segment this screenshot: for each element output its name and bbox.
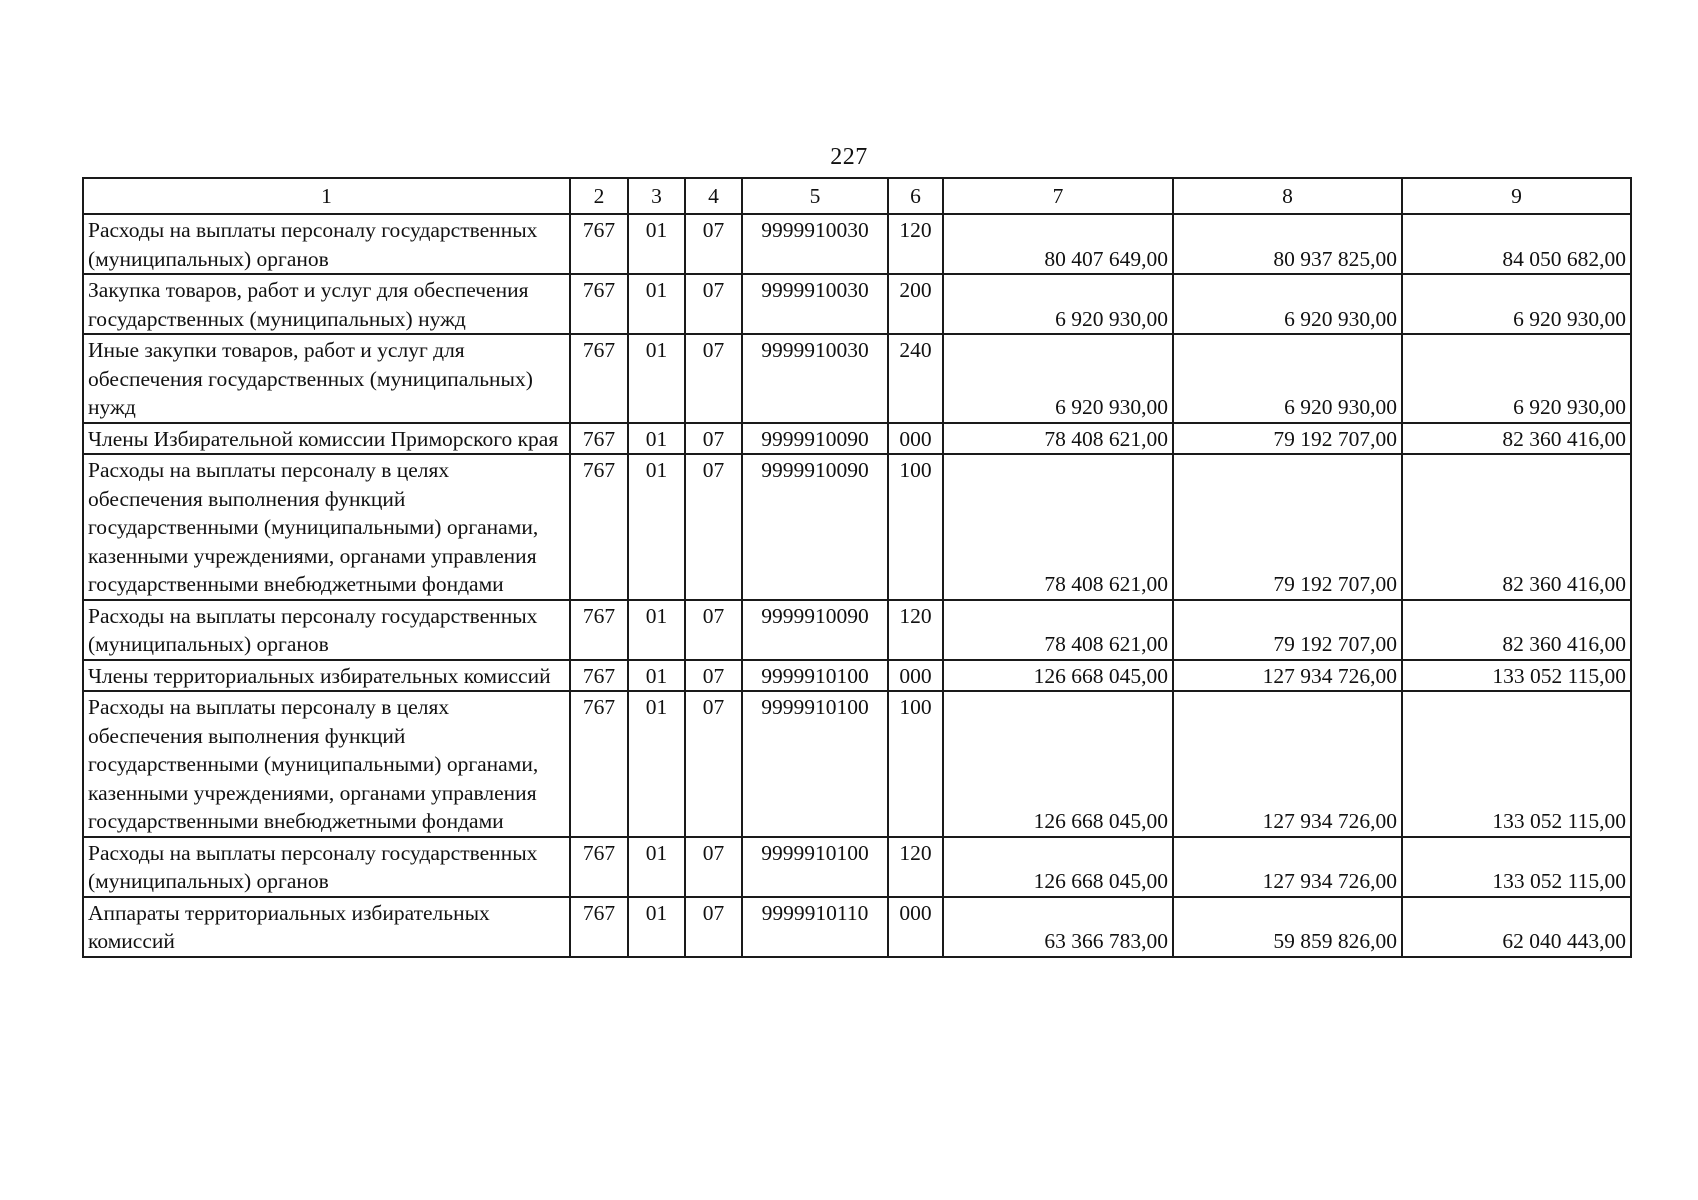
expense-type-code: 100 [888, 691, 943, 837]
section-code: 01 [628, 691, 685, 837]
column-header: 9 [1402, 178, 1631, 214]
section-code: 01 [628, 600, 685, 660]
table-row [83, 274, 1631, 334]
subsection-code: 07 [685, 837, 742, 897]
column-header: 7 [943, 178, 1173, 214]
ministry-code: 767 [570, 423, 628, 455]
ministry-code: 767 [570, 454, 628, 600]
amount-year-2: 6 920 930,00 [1173, 274, 1402, 334]
column-header: 8 [1173, 178, 1402, 214]
table-body [83, 214, 1631, 957]
ministry-code: 767 [570, 274, 628, 334]
amount-year-2: 127 934 726,00 [1173, 660, 1402, 692]
table-row [83, 454, 1631, 600]
column-header: 1 [83, 178, 570, 214]
expense-type-code: 120 [888, 837, 943, 897]
table-row [83, 214, 1631, 274]
column-header: 5 [742, 178, 888, 214]
section-code: 01 [628, 334, 685, 423]
section-code: 01 [628, 423, 685, 455]
ministry-code: 767 [570, 837, 628, 897]
ministry-code: 767 [570, 334, 628, 423]
table-row [83, 423, 1631, 455]
expense-name: Расходы на выплаты персоналу государственных (муниципальных) органов [83, 600, 570, 660]
expense-name: Расходы на выплаты персоналу в целях обеспечения выполнения функций государственными (муниципальными) органами, казенными учреждениями, органами управления государственными внебюджетными фондами [83, 454, 570, 600]
expense-name: Расходы на выплаты персоналу государственных (муниципальных) органов [83, 837, 570, 897]
target-article-code: 9999910030 [742, 274, 888, 334]
subsection-code: 07 [685, 423, 742, 455]
subsection-code: 07 [685, 214, 742, 274]
amount-year-2: 79 192 707,00 [1173, 600, 1402, 660]
expense-name: Иные закупки товаров, работ и услуг для обеспечения государственных (муниципальных) нужд [83, 334, 570, 423]
target-article-code: 9999910030 [742, 334, 888, 423]
target-article-code: 9999910090 [742, 600, 888, 660]
expense-type-code: 120 [888, 600, 943, 660]
table-row [83, 897, 1631, 957]
ministry-code: 767 [570, 214, 628, 274]
amount-year-3: 62 040 443,00 [1402, 897, 1631, 957]
target-article-code: 9999910090 [742, 423, 888, 455]
amount-year-1: 63 366 783,00 [943, 897, 1173, 957]
amount-year-2: 127 934 726,00 [1173, 837, 1402, 897]
amount-year-3: 82 360 416,00 [1402, 454, 1631, 600]
expense-type-code: 100 [888, 454, 943, 600]
amount-year-3: 133 052 115,00 [1402, 691, 1631, 837]
subsection-code: 07 [685, 274, 742, 334]
amount-year-3: 133 052 115,00 [1402, 660, 1631, 692]
section-code: 01 [628, 274, 685, 334]
table-row [83, 334, 1631, 423]
target-article-code: 9999910030 [742, 214, 888, 274]
budget-table [82, 177, 1632, 958]
target-article-code: 9999910100 [742, 837, 888, 897]
section-code: 01 [628, 897, 685, 957]
header-row [83, 178, 1631, 214]
ministry-code: 767 [570, 600, 628, 660]
amount-year-1: 126 668 045,00 [943, 691, 1173, 837]
amount-year-2: 80 937 825,00 [1173, 214, 1402, 274]
subsection-code: 07 [685, 454, 742, 600]
subsection-code: 07 [685, 600, 742, 660]
amount-year-2: 59 859 826,00 [1173, 897, 1402, 957]
amount-year-2: 6 920 930,00 [1173, 334, 1402, 423]
target-article-code: 9999910090 [742, 454, 888, 600]
amount-year-3: 133 052 115,00 [1402, 837, 1631, 897]
expense-type-code: 000 [888, 897, 943, 957]
amount-year-2: 127 934 726,00 [1173, 691, 1402, 837]
expense-type-code: 200 [888, 274, 943, 334]
expense-type-code: 000 [888, 660, 943, 692]
amount-year-1: 126 668 045,00 [943, 660, 1173, 692]
section-code: 01 [628, 660, 685, 692]
ministry-code: 767 [570, 897, 628, 957]
amount-year-2: 79 192 707,00 [1173, 423, 1402, 455]
amount-year-3: 82 360 416,00 [1402, 423, 1631, 455]
amount-year-1: 126 668 045,00 [943, 837, 1173, 897]
column-header: 3 [628, 178, 685, 214]
amount-year-1: 6 920 930,00 [943, 334, 1173, 423]
expense-type-code: 000 [888, 423, 943, 455]
subsection-code: 07 [685, 691, 742, 837]
column-header: 6 [888, 178, 943, 214]
table-row [83, 691, 1631, 837]
subsection-code: 07 [685, 660, 742, 692]
amount-year-3: 6 920 930,00 [1402, 274, 1631, 334]
amount-year-3: 84 050 682,00 [1402, 214, 1631, 274]
amount-year-1: 80 407 649,00 [943, 214, 1173, 274]
subsection-code: 07 [685, 897, 742, 957]
expense-name: Члены Избирательной комиссии Приморского края [83, 423, 570, 455]
expense-name: Члены территориальных избирательных комиссий [83, 660, 570, 692]
amount-year-3: 6 920 930,00 [1402, 334, 1631, 423]
target-article-code: 9999910100 [742, 691, 888, 837]
expense-name: Закупка товаров, работ и услуг для обеспечения государственных (муниципальных) нужд [83, 274, 570, 334]
section-code: 01 [628, 214, 685, 274]
amount-year-1: 78 408 621,00 [943, 600, 1173, 660]
ministry-code: 767 [570, 660, 628, 692]
expense-name: Аппараты территориальных избирательных комиссий [83, 897, 570, 957]
amount-year-3: 82 360 416,00 [1402, 600, 1631, 660]
section-code: 01 [628, 454, 685, 600]
table-row [83, 837, 1631, 897]
amount-year-1: 78 408 621,00 [943, 423, 1173, 455]
page-number: 227 [830, 144, 868, 170]
expense-type-code: 240 [888, 334, 943, 423]
expense-name: Расходы на выплаты персоналу в целях обеспечения выполнения функций государственными (муниципальными) органами, казенными учреждениями, органами управления государственными внебюджетными фондами [83, 691, 570, 837]
table-row [83, 660, 1631, 692]
column-header: 4 [685, 178, 742, 214]
target-article-code: 9999910110 [742, 897, 888, 957]
amount-year-1: 6 920 930,00 [943, 274, 1173, 334]
expense-name: Расходы на выплаты персоналу государственных (муниципальных) органов [83, 214, 570, 274]
ministry-code: 767 [570, 691, 628, 837]
expense-type-code: 120 [888, 214, 943, 274]
target-article-code: 9999910100 [742, 660, 888, 692]
table-row [83, 600, 1631, 660]
subsection-code: 07 [685, 334, 742, 423]
column-header: 2 [570, 178, 628, 214]
amount-year-1: 78 408 621,00 [943, 454, 1173, 600]
section-code: 01 [628, 837, 685, 897]
amount-year-2: 79 192 707,00 [1173, 454, 1402, 600]
